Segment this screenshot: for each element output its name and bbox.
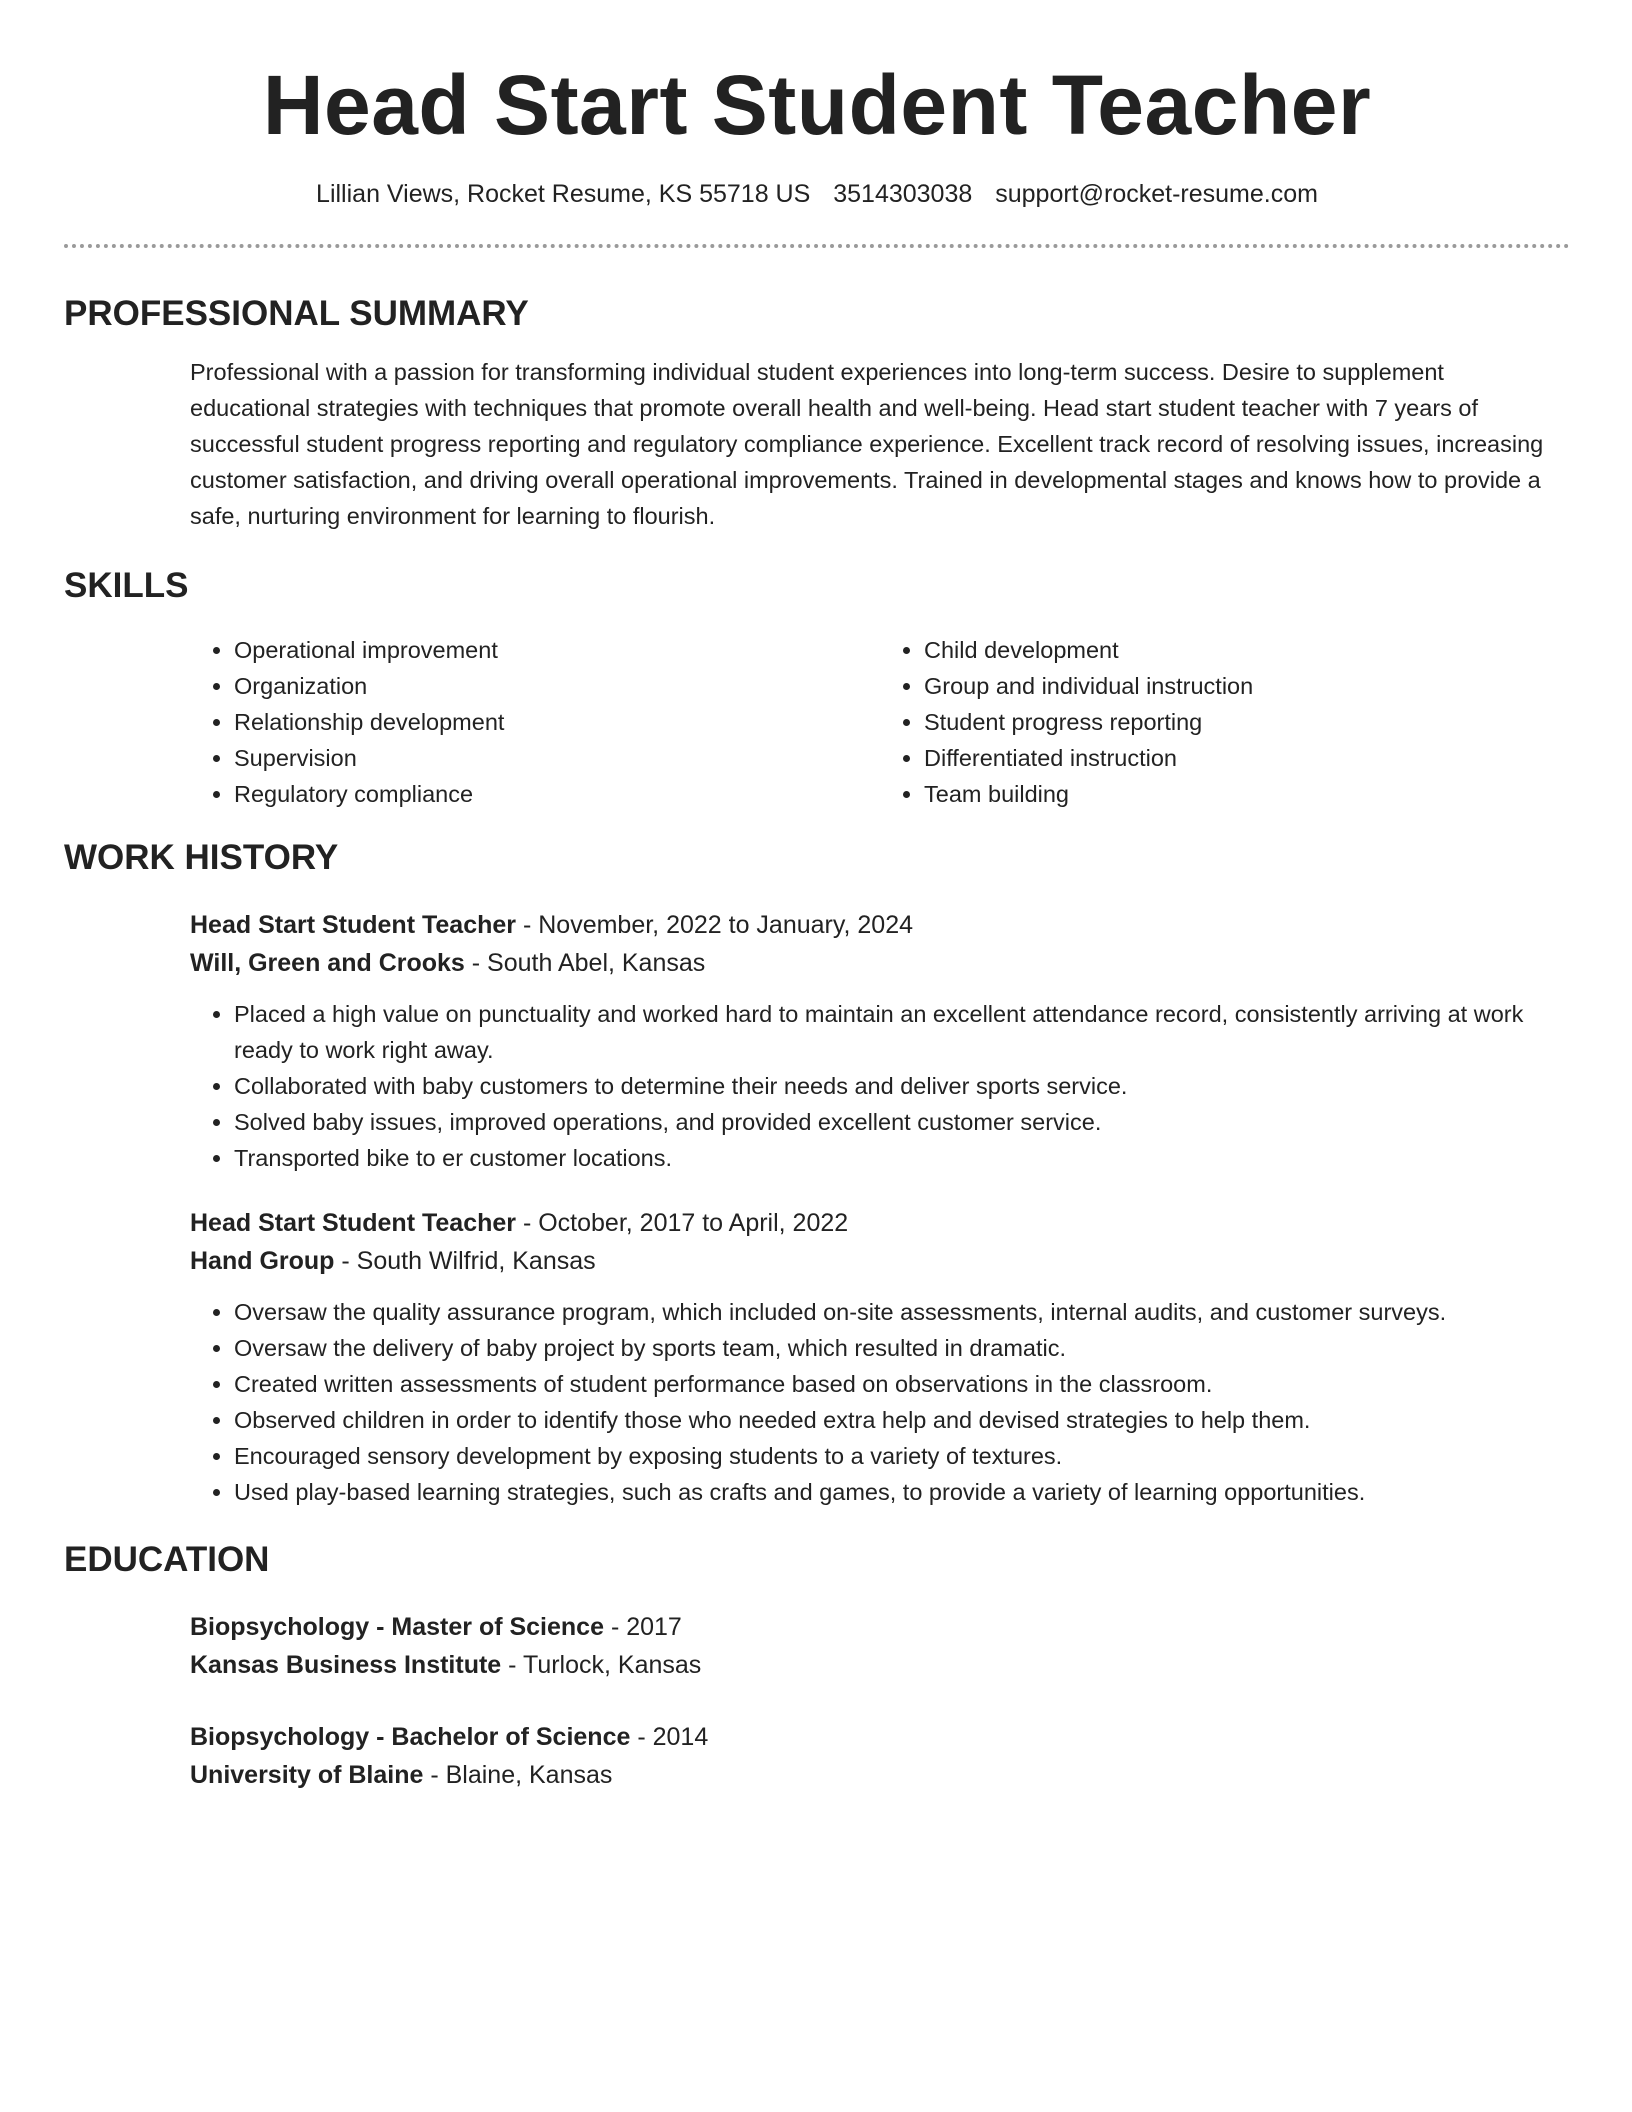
job-dates: - October, 2017 to April, 2022 — [516, 1209, 849, 1237]
job-entry — [190, 1204, 1570, 1510]
education-entry — [190, 1718, 1570, 1794]
job-bullet: • Created written assessments of student performance based on observations in the classroom. — [234, 1366, 1570, 1402]
job-bullet: • Observed children in order to identify those who needed extra help and devised strategies to help them. — [234, 1402, 1570, 1438]
job-company: Hand Group — [190, 1247, 335, 1275]
contact-line — [64, 177, 1570, 211]
job-company: Will, Green and Crooks — [190, 949, 465, 977]
summary-text: Professional with a passion for transforming individual student experiences into long-term success. Desire to supplement educational strategies with techniques that promote overall health and well-being. Head start student teacher with 7 years of successful student progress reporting and regulatory compliance experience. Excellent track record of resolving issues, increasing customer satisfaction, and driving overall operational improvements. Trained in developmental stages and knows how to provide a safe, nurturing environment for learning to flourish. — [190, 359, 1544, 529]
contact-address: Lillian Views, Rocket Resume, KS 55718 US — [316, 180, 811, 208]
job-bullet: • Solved baby issues, improved operations, and provided excellent customer service. — [234, 1104, 1570, 1140]
education-degree-line — [190, 1608, 1570, 1646]
skill-item: • Student progress reporting — [924, 704, 1570, 740]
header-divider — [64, 244, 1570, 248]
job-dates: - November, 2022 to January, 2024 — [516, 911, 914, 939]
work-history-heading: WORK HISTORY — [64, 838, 339, 877]
job-bullets — [190, 1294, 1570, 1510]
skill-item: • Relationship development — [234, 704, 880, 740]
contact-email: support@rocket-resume.com — [995, 180, 1318, 208]
job-bullet: • Placed a high value on punctuality and worked hard to maintain an excellent attendance record, consistently arriving at work ready to work right away. — [234, 996, 1570, 1068]
job-title: Head Start Student Teacher — [190, 1209, 517, 1237]
education-entry — [190, 1608, 1570, 1684]
skill-item: • Child development — [924, 632, 1570, 668]
job-header — [190, 1204, 1570, 1242]
summary-heading: PROFESSIONAL SUMMARY — [64, 294, 529, 333]
skills-left-column — [190, 632, 880, 812]
skills-section — [64, 564, 1570, 812]
education-section — [64, 1538, 1570, 1794]
job-bullet: • Transported bike to er customer locations. — [234, 1140, 1570, 1176]
job-title: Head Start Student Teacher — [190, 911, 517, 939]
job-bullet: • Collaborated with baby customers to determine their needs and deliver sports service. — [234, 1068, 1570, 1104]
resume-page — [64, 0, 1570, 1794]
skill-item: • Regulatory compliance — [234, 776, 880, 812]
job-bullet: • Oversaw the delivery of baby project by sports team, which resulted in dramatic. — [234, 1330, 1570, 1366]
education-location: - Turlock, Kansas — [501, 1651, 702, 1679]
summary-section — [64, 292, 1570, 534]
skill-item: • Organization — [234, 668, 880, 704]
skill-item: • Differentiated instruction — [924, 740, 1570, 776]
job-employer — [190, 944, 1570, 982]
education-degree: Biopsychology - Bachelor of Science — [190, 1723, 631, 1751]
job-employer — [190, 1242, 1570, 1280]
education-year: - 2014 — [630, 1723, 709, 1751]
skill-item: • Group and individual instruction — [924, 668, 1570, 704]
education-school-line — [190, 1646, 1570, 1684]
skill-item: • Operational improvement — [234, 632, 880, 668]
job-header — [190, 906, 1570, 944]
job-bullets — [190, 996, 1570, 1176]
skills-heading: SKILLS — [64, 566, 189, 605]
education-degree: Biopsychology - Master of Science — [190, 1613, 604, 1641]
education-degree-line — [190, 1718, 1570, 1756]
skills-grid — [190, 632, 1570, 812]
skills-right-column — [880, 632, 1570, 812]
education-school-line — [190, 1756, 1570, 1794]
work-history-section — [64, 836, 1570, 1510]
job-entry — [190, 906, 1570, 1176]
contact-phone: 3514303038 — [833, 180, 973, 208]
education-school: University of Blaine — [190, 1761, 424, 1789]
education-school: Kansas Business Institute — [190, 1651, 502, 1679]
resume-title: Head Start Student Teacher — [262, 58, 1372, 152]
job-bullet: • Oversaw the quality assurance program, which included on-site assessments, internal audits, and customer surveys. — [234, 1294, 1570, 1330]
education-heading: EDUCATION — [64, 1540, 270, 1579]
skill-item: • Team building — [924, 776, 1570, 812]
job-bullet: • Encouraged sensory development by exposing students to a variety of textures. — [234, 1438, 1570, 1474]
education-location: - Blaine, Kansas — [423, 1761, 613, 1789]
education-year: - 2017 — [604, 1613, 682, 1641]
job-location: - South Abel, Kansas — [464, 949, 706, 977]
job-bullet: • Used play-based learning strategies, such as crafts and games, to provide a variety of learning opportunities. — [234, 1474, 1570, 1510]
skill-item: • Supervision — [234, 740, 880, 776]
job-location: - South Wilfrid, Kansas — [334, 1247, 596, 1275]
